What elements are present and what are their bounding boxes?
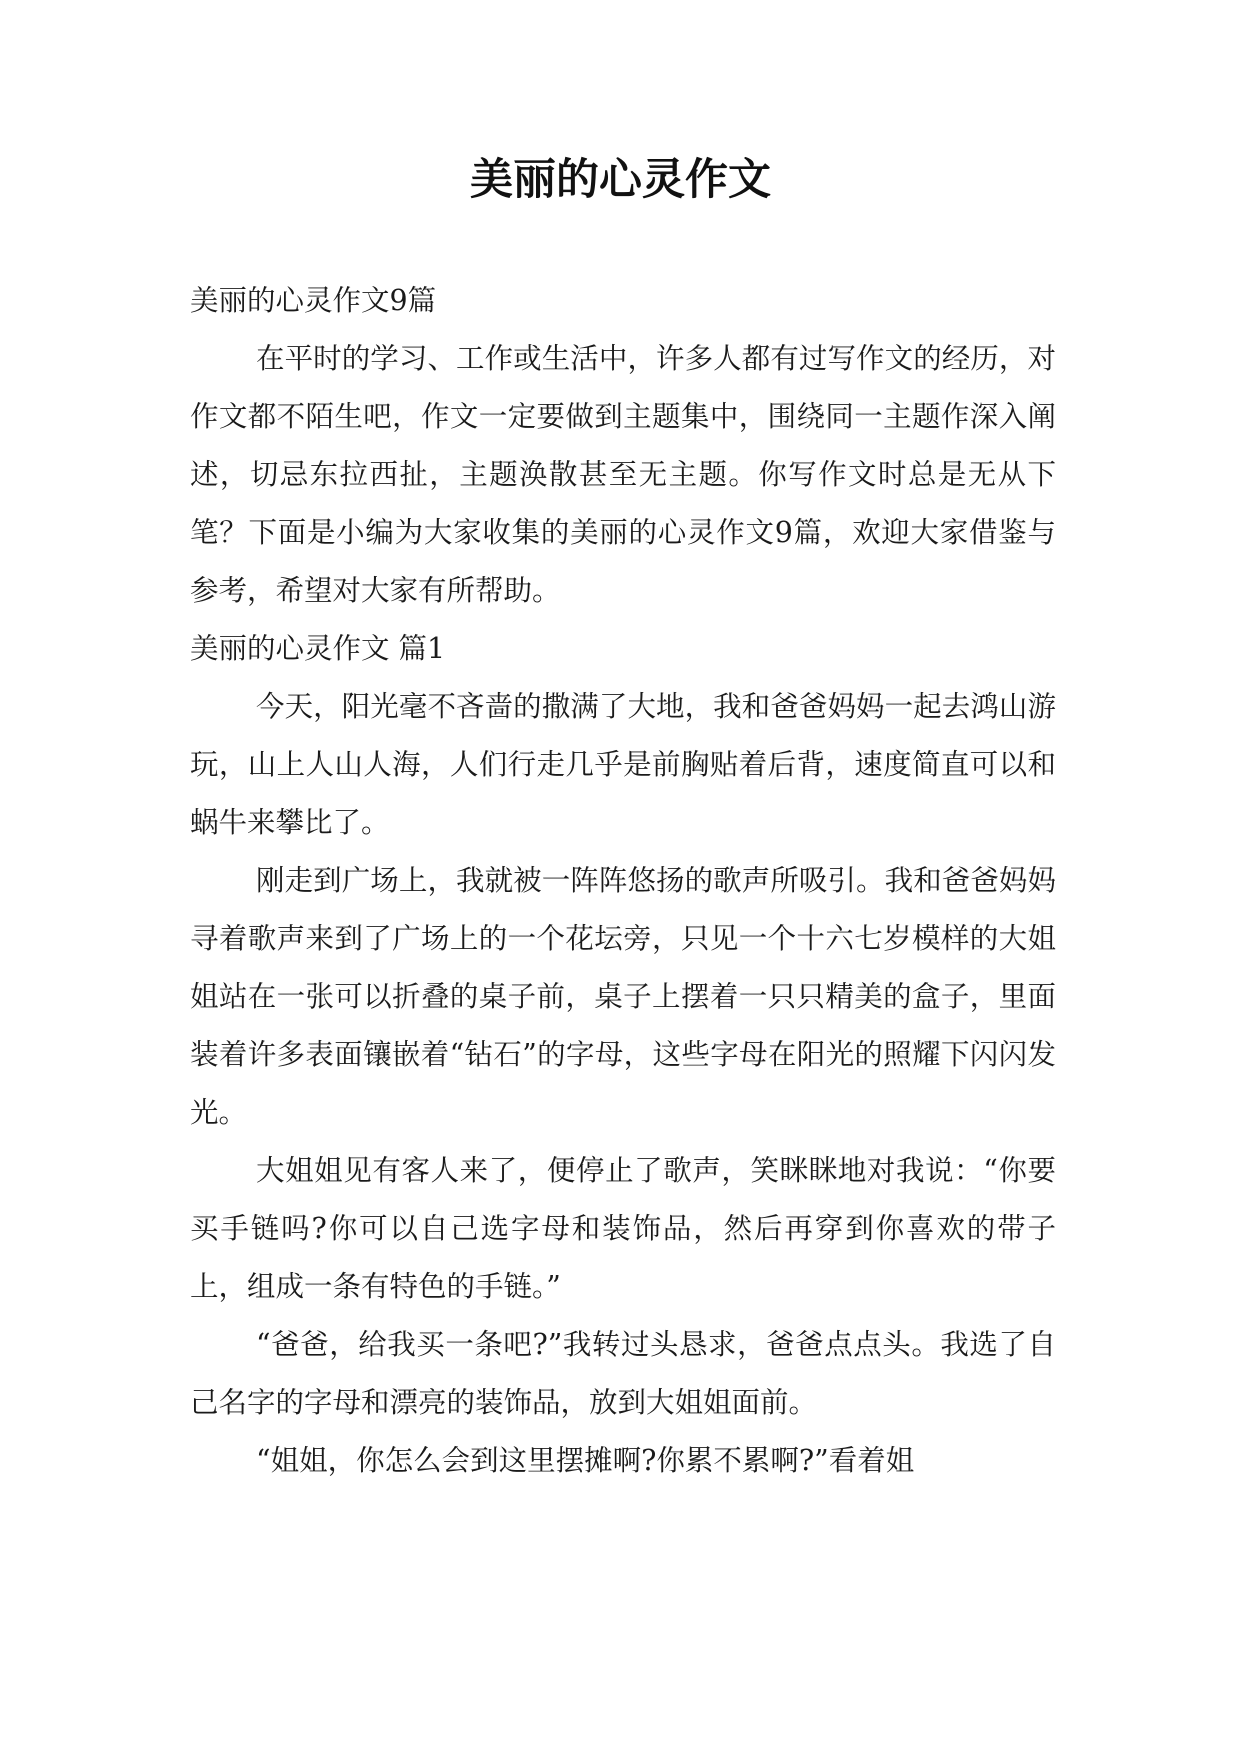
document-body: [190, 272, 1056, 1490]
intro-paragraph: 在平时的学习、工作或生活中，许多人都有过写作文的经历，对作文都不陌生吧，作文一定要做到主题集中，围绕同一主题作深入阐述，切忌东拉西扯，主题涣散甚至无主题。你写作文时总是无从下笔？下面是小编为大家收集的美丽的心灵作文9篇，欢迎大家借鉴与参考，希望对大家有所帮助。: [190, 342, 1056, 607]
body-paragraph: “爸爸，给我买一条吧?”我转过头恳求，爸爸点点头。我选了自己名字的字母和漂亮的装饰品，放到大姐姐面前。: [190, 1328, 1056, 1419]
section-heading: 美丽的心灵作文 篇1: [190, 632, 446, 665]
collection-subtitle: 美丽的心灵作文9篇: [190, 284, 437, 317]
body-paragraph: 刚走到广场上，我就被一阵阵悠扬的歌声所吸引。我和爸爸妈妈寻着歌声来到了广场上的一个花坛旁，只见一个十六七岁模样的大姐姐站在一张可以折叠的桌子前，桌子上摆着一只只精美的盒子，里面装着许多表面镶嵌着“钻石”的字母，这些字母在阳光的照耀下闪闪发光。: [190, 864, 1056, 1129]
body-paragraph: 大姐姐见有客人来了，便停止了歌声，笑眯眯地对我说：“你要买手链吗?你可以自己选字母和装饰品，然后再穿到你喜欢的带子上，组成一条有特色的手链。”: [190, 1154, 1056, 1303]
body-paragraph: “姐姐，你怎么会到这里摆摊啊?你累不累啊?”看着姐: [256, 1444, 915, 1477]
body-paragraph: 今天，阳光毫不吝啬的撒满了大地，我和爸爸妈妈一起去鸿山游玩，山上人山人海，人们行走几乎是前胸贴着后背，速度简直可以和蜗牛来攀比了。: [190, 690, 1056, 839]
document-title: 美丽的心灵作文: [470, 155, 771, 205]
